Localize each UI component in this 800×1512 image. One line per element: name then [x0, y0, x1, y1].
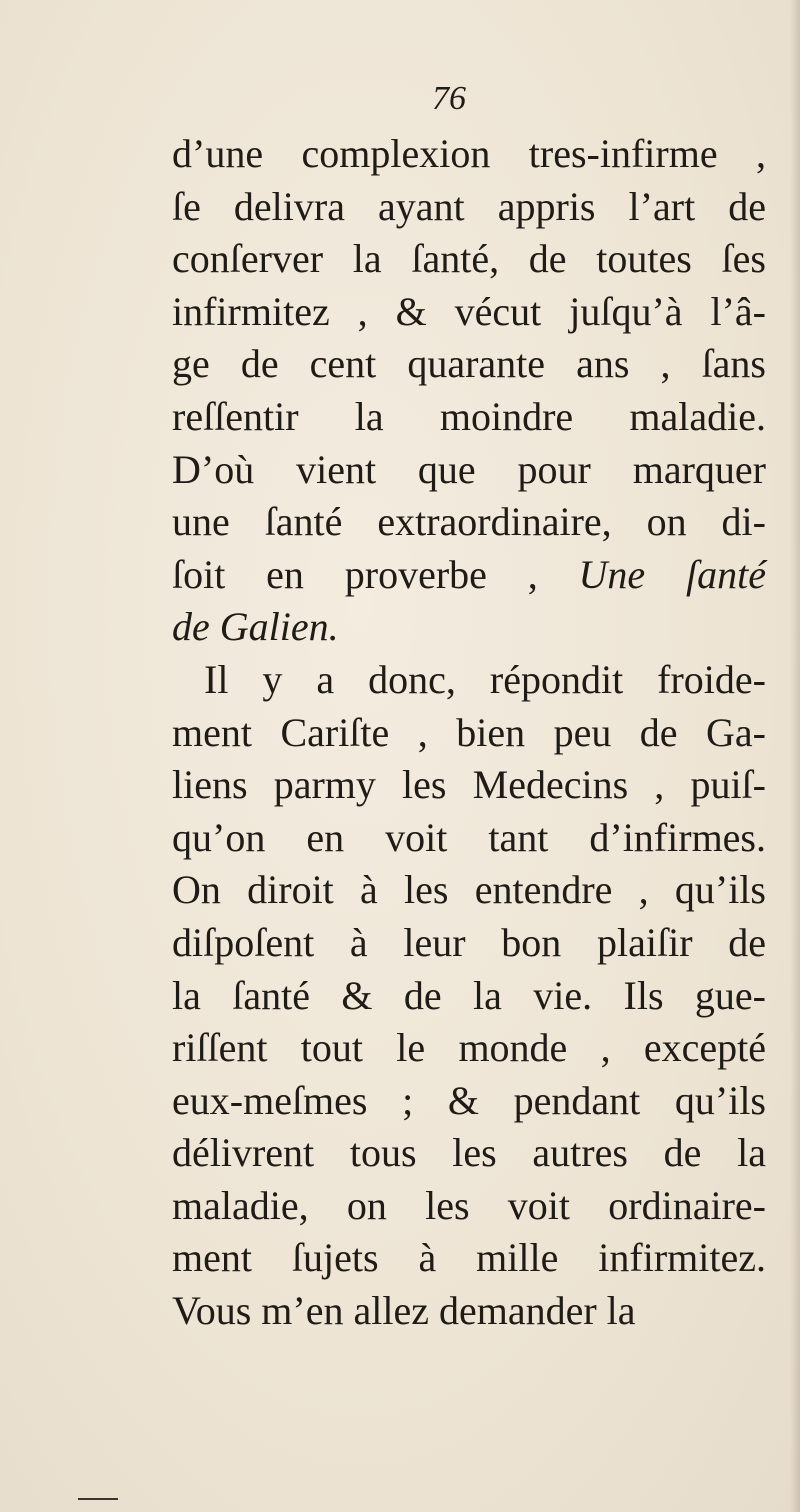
- text-line: ment Cariſte , bien peu de Ga-: [172, 709, 766, 755]
- text-line: Il y a donc, répondit froide-: [204, 656, 766, 702]
- italic-proverb: Une ſanté: [578, 551, 766, 597]
- page-number: 76: [432, 80, 466, 117]
- text-line: reſſentir la moindre maladie.: [172, 393, 766, 439]
- text-line: la ſanté & de la vie. Ils gue-: [172, 972, 766, 1018]
- text-line: D’où vient que pour marquer: [172, 446, 766, 492]
- text-line: eux-meſmes ; & pendant qu’ils: [172, 1077, 766, 1123]
- text-line: riſſent tout le monde , excepté: [172, 1025, 766, 1071]
- body-text: [172, 128, 766, 1338]
- text-line: Vous m’en allez demander la: [172, 1288, 636, 1334]
- text-line: qu’on en voit tant d’infirmes.: [172, 814, 766, 860]
- text-line: ſe delivra ayant appris l’art de: [172, 183, 766, 229]
- text-line: ment ſujets à mille infirmitez.: [172, 1235, 766, 1281]
- text-line: ge de cent quarante ans , ſans: [172, 341, 766, 387]
- text-line: délivrent tous les autres de la: [172, 1130, 766, 1176]
- text-line: d’une complexion tres-infirme ,: [172, 131, 766, 176]
- text-line: maladie, on les voit ordinaire-: [172, 1182, 766, 1228]
- text-line-italic: de Galien.: [172, 604, 339, 650]
- text-line: une ſanté extraordinaire, on di-: [172, 499, 766, 545]
- text-line: liens parmy les Medecins , puiſ-: [172, 762, 766, 808]
- text-line: infirmitez , & vécut juſqu’à l’â-: [172, 288, 766, 334]
- text-line: On diroit à les entendre , qu’ils: [172, 867, 766, 913]
- text-line: [172, 549, 766, 602]
- edge-mark: [78, 1498, 118, 1500]
- text-line: conſerver la ſanté, de toutes ſes: [172, 236, 766, 282]
- text-line: diſpoſent à leur bon plaiſir de: [172, 919, 766, 965]
- page-gutter-shadow: [790, 0, 800, 1512]
- text-segment: ſoit en proverbe ,: [172, 551, 579, 597]
